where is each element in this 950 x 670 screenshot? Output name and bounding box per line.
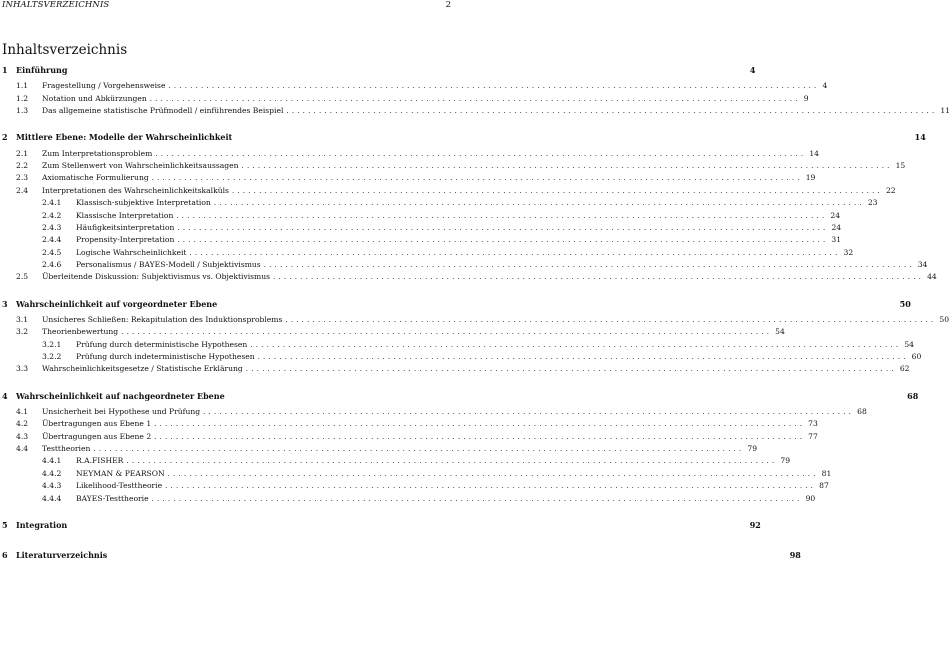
toc-entry-title: Übertragungen aus Ebene 1	[42, 419, 152, 429]
toc-entry-page: 32	[843, 247, 854, 257]
toc-entry-title: Mittlere Ebene: Modelle der Wahrscheinlichkeit	[16, 132, 233, 143]
toc-entry-page: 4	[749, 65, 756, 75]
toc-entry-page: 4	[822, 81, 828, 91]
toc-dot-leader: ........................................................................................................................	[154, 420, 806, 429]
toc-dot-leader: ........................................................................................................................	[263, 260, 915, 269]
toc-dot-leader: ........................................................................................................................	[121, 328, 773, 337]
toc-entry-page: 11	[940, 106, 950, 116]
toc-chapter-entry[interactable]	[2, 131, 926, 143]
running-head-title: INHALTSVERZEICHNIS	[2, 0, 110, 10]
toc-entry-number: 1.3	[16, 106, 29, 116]
toc-entry-number: 3	[2, 298, 8, 309]
toc-dot-leader: ........................................................................................................................	[286, 107, 938, 116]
toc-entry-page: 34	[917, 259, 928, 269]
toc-entry-page: 62	[899, 364, 910, 374]
toc-section-entry[interactable]	[16, 418, 818, 430]
toc-entry-number: 1.1	[16, 81, 29, 91]
toc-entry-number: 4.4.4	[42, 493, 62, 503]
toc-entry-number: 4.2	[16, 419, 29, 429]
toc-dot-leader: ........................................................................................................................	[213, 199, 865, 208]
toc-subsection-entry[interactable]	[42, 493, 816, 505]
toc-entry-page: 23	[867, 198, 878, 208]
toc-entry-number: 2.4	[16, 185, 29, 195]
toc-section-entry[interactable]	[16, 406, 867, 418]
toc-entry-title: Überleitende Diskussion: Subjektivismus vs. Objektivismus	[42, 272, 271, 282]
toc-entry-title: Propensity-Interpretation	[76, 235, 175, 245]
toc-entry-page: 60	[911, 352, 922, 361]
toc-entry-number: 2	[2, 132, 8, 143]
toc-entry-title: Interpretationen des Wahrscheinlichkeitskalküls	[42, 185, 229, 195]
toc-dot-leader: ........................................................................................................................	[155, 149, 807, 158]
toc-entry-number: 4.4.1	[42, 456, 62, 466]
toc-dot-leader: ........................................................................................................................	[176, 211, 828, 220]
toc-entry-title: Übertragungen aus Ebene 2	[42, 431, 152, 441]
toc-entry-number: 3.2.1	[42, 339, 62, 349]
toc-entry-title: Prüfung durch deterministische Hypothesen	[76, 339, 248, 349]
toc-entry-number: 2.4.2	[42, 210, 62, 220]
toc-entry-page: 24	[830, 210, 841, 220]
toc-section-entry[interactable]	[16, 271, 937, 283]
toc-dot-leader: ........................................................................................................................	[151, 494, 803, 503]
toc-dot-leader: ........................................................................................................................	[285, 315, 937, 324]
toc-section-entry[interactable]	[16, 314, 950, 326]
toc-entry-title: Prüfung durch indeterministische Hypothesen	[76, 352, 255, 361]
toc-entry-number: 4.1	[16, 407, 29, 417]
toc-entry-title: Klassisch-subjektive Interpretation	[76, 198, 211, 208]
toc-subsection-entry[interactable]	[42, 247, 854, 259]
toc-section-entry[interactable]	[16, 105, 950, 117]
toc-entry-page: 50	[899, 298, 911, 309]
toc-entry-page: 79	[780, 456, 791, 466]
toc-entry-title: Einführung	[16, 65, 68, 75]
toc-entry-number: 2.1	[16, 148, 29, 158]
toc-entry-page: 68	[857, 407, 867, 417]
toc-chapter-entry[interactable]	[2, 64, 756, 76]
toc-dot-leader: ........................................................................................................................	[177, 236, 829, 245]
toc-subsection-entry[interactable]	[42, 234, 842, 246]
toc-entry-title: Das allgemeine statistische Prüfmodell / einführendes Beispiel	[42, 106, 284, 116]
toc-entry-number: 3.1	[16, 314, 29, 324]
toc-entry-number: 2.4.5	[42, 247, 62, 257]
toc-chapter-entry[interactable]	[2, 519, 761, 531]
toc-dot-leader: ........................................................................................................................	[189, 248, 841, 257]
toc-entry-number: 2.4.6	[42, 259, 62, 269]
toc-entry-title: Personalismus / BAYES-Modell / Subjektivismus	[76, 259, 261, 269]
toc-entry-number: 4	[2, 390, 8, 401]
toc-chapter-entry[interactable]	[2, 390, 919, 402]
toc-entry-page: 22	[885, 185, 896, 195]
toc-section-entry[interactable]	[16, 431, 818, 443]
toc-entry-number: 4.4.2	[42, 468, 62, 478]
toc-entry-page: 54	[775, 327, 785, 337]
toc-entry-number: 5	[2, 519, 8, 530]
toc-dot-leader: ........................................................................................................................	[203, 408, 855, 417]
toc-dot-leader: ........................................................................................................................	[126, 457, 778, 466]
toc-entry-page: 77	[808, 431, 818, 441]
toc-entry-page: 68	[907, 390, 919, 401]
toc-dot-leader: ........................................................................................................................	[168, 82, 820, 91]
toc-dot-leader: ........................................................................................................................	[241, 162, 893, 171]
toc-dot-leader: ........................................................................................................................	[231, 186, 883, 195]
toc-dot-leader: ........................................................................................................................	[257, 353, 909, 361]
toc-entry-page: 19	[805, 173, 816, 183]
toc-section-entry[interactable]	[16, 93, 809, 105]
toc-dot-leader: ........................................................................................................................	[273, 273, 925, 282]
toc-dot-leader: ........................................................................................................................	[149, 94, 801, 103]
toc-entry-page: 90	[805, 493, 816, 503]
toc-entry-title: Unsicheres Schließen: Rekapitulation des Induktionsproblems	[42, 314, 283, 324]
toc-entry-page: 14	[809, 148, 819, 158]
toc-section-entry[interactable]	[16, 185, 896, 197]
toc-entry-number: 4.4.3	[42, 481, 62, 491]
toc-heading: Inhaltsverzeichnis	[2, 42, 128, 59]
toc-entry-number: 2.4.1	[42, 198, 62, 208]
toc-entry-title: Unsicherheit bei Hypothese und Prüfung	[42, 407, 201, 417]
toc-entry-number: 2.2	[16, 161, 29, 171]
toc-entry-page: 31	[831, 235, 842, 245]
toc-entry-number: 2.5	[16, 272, 29, 282]
toc-entry-title: Wahrscheinlichkeit auf vorgeordneter Ebene	[16, 298, 218, 309]
toc-section-entry[interactable]	[16, 363, 910, 375]
toc-entry-title: NEYMAN & PEARSON	[76, 468, 165, 478]
toc-entry-page: 98	[789, 550, 801, 561]
toc-entry-title: Theorienbewertung	[42, 327, 119, 337]
toc-subsection-entry[interactable]	[42, 210, 841, 222]
toc-entry-title: Logische Wahrscheinlichkeit	[76, 247, 187, 257]
toc-entry-page: 15	[895, 161, 906, 171]
toc-dot-leader: ........................................................................................................................	[167, 469, 819, 478]
toc-entry-page: 14	[914, 132, 926, 143]
toc-entry-title: Likelihood-Testtheorie	[76, 481, 163, 491]
toc-section-entry[interactable]	[16, 148, 819, 160]
toc-entry-number: 3.2.2	[42, 352, 62, 361]
toc-entry-title: Zum Stellenwert von Wahrscheinlichkeitsaussagen	[42, 161, 239, 171]
toc-entry-number: 2.4.3	[42, 222, 62, 232]
toc-entry-page: 92	[749, 519, 761, 530]
toc-entry-page: 50	[939, 314, 950, 324]
toc-entry-title: Wahrscheinlichkeit auf nachgeordneter Ebene	[16, 390, 225, 401]
toc-entry-title: Literaturverzeichnis	[16, 550, 108, 561]
toc-dot-leader: ........................................................................................................................	[151, 174, 803, 183]
toc-subsection-entry[interactable]	[42, 259, 928, 271]
toc-entry-page: 24	[831, 222, 842, 232]
toc-dot-leader: ........................................................................................................................	[154, 432, 806, 441]
toc-entry-page: 81	[821, 468, 832, 478]
toc-entry-page: 9	[803, 93, 809, 103]
toc-subsection-entry[interactable]	[42, 351, 922, 363]
toc-entry-number: 1.2	[16, 93, 29, 103]
toc-subsection-entry[interactable]	[42, 197, 878, 209]
toc-entry-title: Notation und Abkürzungen	[42, 93, 147, 103]
toc-section-entry[interactable]	[16, 326, 785, 338]
toc-entry-page: 79	[747, 444, 758, 454]
toc-section-entry[interactable]	[16, 172, 816, 184]
toc-section-entry[interactable]	[16, 443, 758, 455]
toc-entry-number: 2.3	[16, 173, 29, 183]
toc-section-entry[interactable]	[16, 80, 828, 92]
toc-subsection-entry[interactable]	[42, 455, 791, 467]
toc-entry-title: Zum Interpretationsproblem	[42, 148, 153, 158]
toc-dot-leader: ........................................................................................................................	[177, 223, 829, 232]
toc-entry-title: Fragestellung / Vorgehensweise	[42, 81, 166, 91]
toc-entry-title: Axiomatische Formulierung	[42, 173, 149, 183]
toc-subsection-entry[interactable]	[42, 339, 914, 351]
toc-entry-number: 2.4.4	[42, 235, 62, 245]
toc-entry-title: BAYES-Testtheorie	[76, 493, 149, 503]
toc-entry-page: 73	[808, 419, 818, 429]
toc-entry-number: 4.3	[16, 431, 29, 441]
toc-entry-number: 3.3	[16, 364, 29, 374]
toc-entry-title: Häufigkeitsinterpretation	[76, 222, 175, 232]
toc-entry-number: 1	[2, 65, 8, 75]
toc-chapter-entry[interactable]	[2, 298, 911, 310]
toc-subsection-entry[interactable]	[42, 222, 842, 234]
toc-entry-number: 6	[2, 550, 8, 561]
toc-entry-number: 4.4	[16, 444, 29, 454]
toc-dot-leader: ........................................................................................................................	[165, 482, 817, 491]
toc-dot-leader: ........................................................................................................................	[93, 445, 745, 454]
toc-entry-page: 44	[927, 272, 937, 282]
toc-entry-page: 54	[904, 339, 914, 349]
toc-section-entry[interactable]	[16, 160, 906, 172]
toc-entry-title: Testtheorien	[42, 444, 91, 454]
toc-entry-title: Integration	[16, 519, 68, 530]
toc-entry-title: Klassische Interpretation	[76, 210, 174, 220]
toc-entry-title: R.A.FISHER	[76, 456, 124, 466]
toc-entry-number: 3.2	[16, 327, 29, 337]
toc-chapter-entry[interactable]	[2, 549, 801, 561]
toc-entry-page: 87	[819, 481, 829, 491]
toc-subsection-entry[interactable]	[42, 468, 832, 480]
toc-entry-title: Wahrscheinlichkeitsgesetze / Statistische Erklärung	[42, 364, 243, 374]
toc-dot-leader: ........................................................................................................................	[250, 340, 902, 349]
toc-subsection-entry[interactable]	[42, 480, 829, 492]
toc-dot-leader: ........................................................................................................................	[245, 365, 897, 374]
running-head-page-number: 2	[445, 0, 451, 10]
